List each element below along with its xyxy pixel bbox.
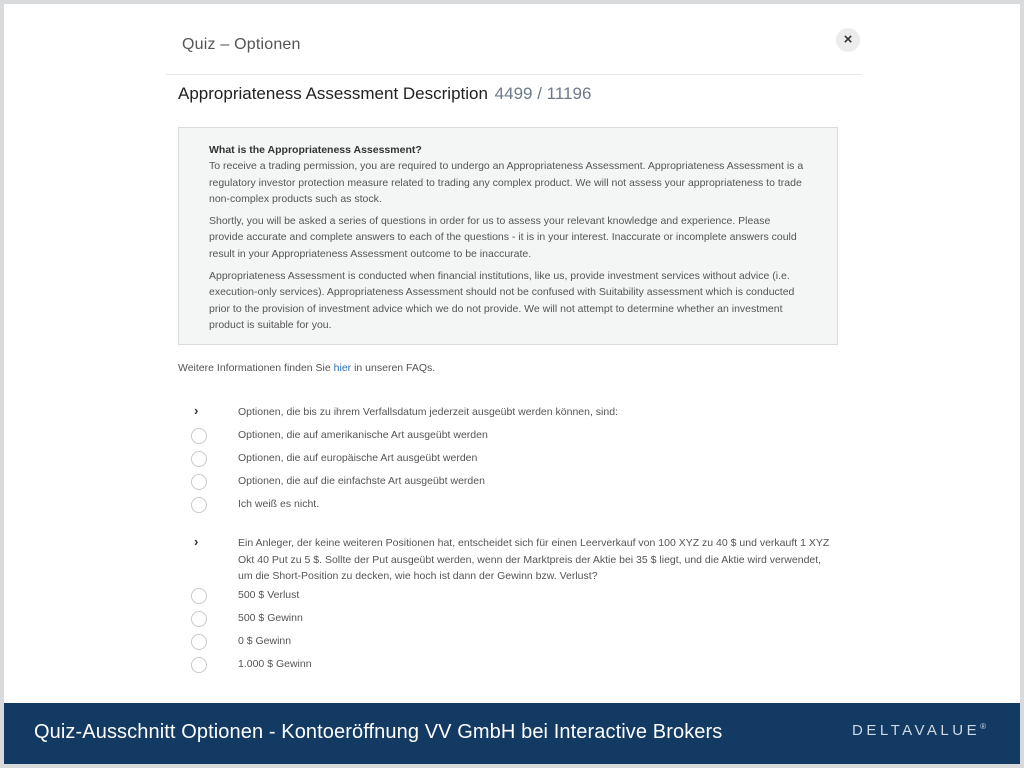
question-row[interactable]: [190, 535, 850, 587]
modal-header: [166, 26, 862, 75]
faq-text-before: Weitere Informationen finden Sie: [178, 362, 334, 374]
radio-button[interactable]: [191, 634, 207, 650]
answer-option[interactable]: [190, 633, 850, 656]
radio-button[interactable]: [191, 474, 207, 490]
info-box-paragraph-2: Shortly, you will be asked a series of questions in order for us to assess your relevant knowledge and experience. Please provide accurate and complete answers to each of the questions - it is in your interest. Inaccurate or incomplete answers could result in your Appropriateness Assessment outcome to be inaccurate.: [209, 215, 797, 260]
answer-option[interactable]: [190, 473, 850, 496]
radio-button[interactable]: [191, 588, 207, 604]
progress-counter: 4499 / 11196: [494, 84, 592, 103]
section-title: [178, 84, 591, 104]
question-text: Ein Anleger, der keine weiteren Positionen hat, entscheidet sich für einen Leerverkauf von 100 XYZ zu 40 $ und verkauft 1 XYZ Okt 40 Put zu 5 $. Sollte der Put ausgeübt werden, wenn der Marktpreis der Aktie bei 35 $ liegt, und die Aktie wird verwendet, um die Short-Position zu decken, wie hoch ist dann der Gewinn bzw. Verlust?: [238, 537, 830, 582]
answer-label: 500 $ Gewinn: [238, 612, 303, 624]
question-1: [190, 404, 850, 519]
radio-button[interactable]: [191, 657, 207, 673]
radio-button[interactable]: [191, 451, 207, 467]
chevron-right-icon[interactable]: ›: [194, 534, 199, 549]
faq-text-after: in unseren FAQs.: [351, 362, 436, 374]
faq-line: [178, 362, 435, 374]
caption-bar: [4, 703, 1020, 764]
deltavalue-logo: [852, 722, 986, 739]
info-box-heading: What is the Appropriateness Assessment?: [209, 144, 422, 156]
info-box: [178, 127, 838, 345]
answer-option[interactable]: [190, 450, 850, 473]
answer-label: 0 $ Gewinn: [238, 635, 292, 647]
answer-option[interactable]: [190, 427, 850, 450]
answer-option[interactable]: [190, 587, 850, 610]
answer-label: Optionen, die auf die einfachste Art ausgeübt werden: [238, 475, 485, 487]
radio-button[interactable]: [191, 611, 207, 627]
chevron-right-icon[interactable]: ›: [194, 403, 199, 418]
section-title-text: Appropriateness Assessment Description: [178, 84, 488, 103]
answer-label: Optionen, die auf amerikanische Art ausgeübt werden: [238, 429, 488, 441]
answer-label: Optionen, die auf europäische Art ausgeübt werden: [238, 452, 478, 464]
registered-mark: ®: [980, 722, 986, 731]
caption-text: Quiz-Ausschnitt Optionen - Kontoeröffnung VV GmbH bei Interactive Brokers: [34, 721, 723, 743]
answer-option[interactable]: [190, 496, 850, 519]
answer-option[interactable]: [190, 610, 850, 633]
question-text: Optionen, die bis zu ihrem Verfallsdatum jederzeit ausgeübt werden können, sind:: [238, 406, 618, 418]
logo-text: DELTAVALUE: [852, 722, 981, 739]
info-box-paragraph-3: Appropriateness Assessment is conducted when financial institutions, like us, provide investment services without advice (i.e. execution-only services). Appropriateness Assessment should not be confused with Suitability assessment which is conducted prior to the provision of investment advice which we do not provide. We will not attempt to determine whether an investment product is suitable for you.: [209, 270, 795, 331]
radio-button[interactable]: [191, 497, 207, 513]
radio-button[interactable]: [191, 428, 207, 444]
question-row[interactable]: [190, 404, 850, 427]
modal-title: Quiz – Optionen: [182, 36, 301, 53]
question-2: [190, 535, 850, 679]
close-icon[interactable]: ×: [836, 28, 860, 52]
info-box-paragraph-1: To receive a trading permission, you are required to undergo an Appropriateness Assessment. Appropriateness Assessment is a regulatory investor protection measure related to trading any complex product. We will not assess your appropriateness to trade non-complex products such as stock.: [209, 160, 804, 205]
answer-label: 1.000 $ Gewinn: [238, 658, 312, 670]
answer-option[interactable]: [190, 656, 850, 679]
answer-label: Ich weiß es nicht.: [238, 498, 320, 510]
faq-link[interactable]: hier: [333, 362, 352, 374]
answer-label: 500 $ Verlust: [238, 589, 300, 601]
